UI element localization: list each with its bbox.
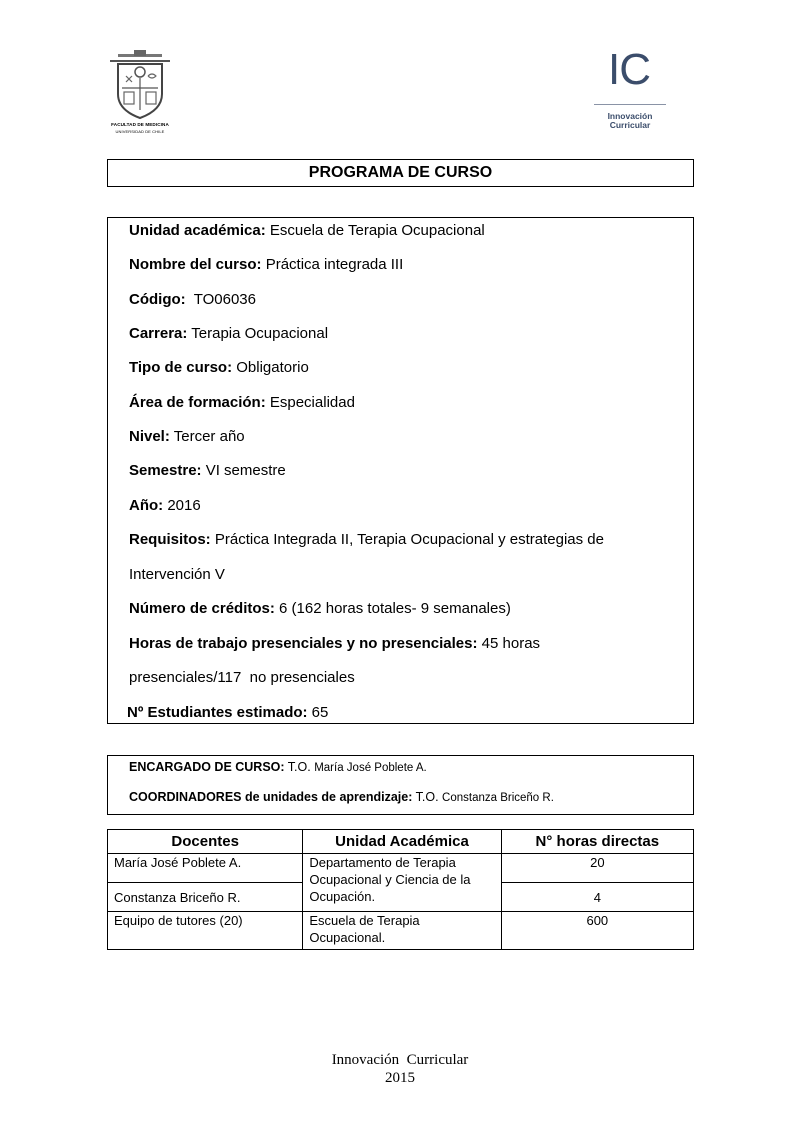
info-unidad-academica <box>129 221 485 241</box>
cell-horas: 4 <box>501 883 693 912</box>
footer-line-1: Innovación Curricular <box>331 1052 469 1068</box>
table-header-row <box>108 830 694 854</box>
encargado-prefix: T.O. <box>284 760 315 774</box>
university-logo-caption: UNIVERSIDAD DE CHILE <box>115 129 165 134</box>
info-label: Código: <box>129 291 186 308</box>
cell-unidad: Departamento de Terapia Ocupacional y Ciencia de la Ocupación. <box>303 854 501 912</box>
coordinadores-line <box>129 789 554 806</box>
info-value: TO06036 <box>185 291 256 308</box>
ic-logo <box>594 45 666 134</box>
info-value: Práctica integrada III <box>261 256 404 273</box>
info-value: Terapia Ocupacional <box>187 325 329 342</box>
ic-logo-rule <box>594 104 666 105</box>
info-value: 2016 <box>163 497 201 514</box>
encargado-name: María José Poblete A. <box>314 762 427 774</box>
info-requisitos-continuation: Intervención V <box>129 566 225 583</box>
cell-horas: 20 <box>501 854 693 883</box>
info-label: Semestre: <box>129 462 202 479</box>
cell-unidad: Escuela de Terapia Ocupacional. <box>303 912 501 950</box>
info-value: Tercer año <box>169 428 245 445</box>
info-estudiantes <box>127 703 328 723</box>
info-label: Número de créditos: <box>129 600 275 617</box>
info-nombre-curso <box>129 255 403 275</box>
table-row <box>108 912 694 950</box>
info-ano <box>129 496 201 516</box>
info-carrera <box>129 324 328 344</box>
column-header-horas: N° horas directas <box>501 830 693 854</box>
info-label: Nombre del curso: <box>129 256 262 273</box>
info-value: VI semestre <box>201 462 286 479</box>
faculty-shield-icon <box>108 50 172 120</box>
info-value: Obligatorio <box>232 359 309 376</box>
docentes-table <box>107 829 694 950</box>
cell-docente: María José Poblete A. <box>108 854 303 883</box>
info-value: 65 <box>307 704 329 721</box>
encargado-box <box>107 755 694 815</box>
info-value: Práctica Integrada II, Terapia Ocupacional y estrategias de <box>210 531 604 548</box>
info-label: Nº Estudiantes estimado: <box>127 704 308 721</box>
info-label: Unidad académica: <box>129 222 266 239</box>
info-area-formacion <box>129 393 355 413</box>
encargado-label: ENCARGADO DE CURSO: <box>129 760 285 774</box>
course-info-box <box>107 217 694 724</box>
info-horas-continuation: presenciales/117 no presenciales <box>129 669 355 686</box>
info-creditos <box>129 599 511 619</box>
coordinadores-label: COORDINADORES de unidades de aprendizaje: <box>129 790 413 804</box>
ic-logo-mark: IC <box>608 45 650 94</box>
ic-logo-line-1: Innovación <box>607 111 653 121</box>
info-requisitos <box>129 530 604 550</box>
info-label: Carrera: <box>129 325 188 342</box>
column-header-docentes: Docentes <box>108 830 303 854</box>
info-label: Requisitos: <box>129 531 211 548</box>
info-semestre <box>129 461 286 481</box>
info-label: Año: <box>129 497 164 514</box>
info-label: Horas de trabajo presenciales y no presenciales: <box>129 635 478 652</box>
cell-docente: Equipo de tutores (20) <box>108 912 303 950</box>
info-value: Escuela de Terapia Ocupacional <box>265 222 485 239</box>
coordinadores-name: Constanza Briceño R. <box>442 792 554 804</box>
footer-line-2: 2015 <box>385 1070 415 1086</box>
info-value: 45 horas <box>477 635 541 652</box>
info-label: Tipo de curso: <box>129 359 233 376</box>
ic-logo-line-2: Curricular <box>609 120 651 130</box>
info-value: 6 (162 horas totales- 9 semanales) <box>274 600 511 617</box>
table-row <box>108 854 694 883</box>
encargado-line <box>129 759 427 776</box>
info-horas <box>129 634 540 654</box>
info-codigo <box>129 290 256 310</box>
cell-docente: Constanza Briceño R. <box>108 883 303 912</box>
page-title: PROGRAMA DE CURSO <box>107 159 694 187</box>
info-label: Área de formación: <box>129 394 266 411</box>
info-value: Especialidad <box>265 394 355 411</box>
info-tipo-curso <box>129 358 309 378</box>
cell-horas: 600 <box>501 912 693 950</box>
faculty-logo-caption: FACULTAD DE MEDICINA <box>111 122 169 127</box>
info-nivel <box>129 427 245 447</box>
coordinadores-prefix: T.O. <box>412 790 443 804</box>
faculty-logo <box>108 50 172 142</box>
info-label: Nivel: <box>129 428 170 445</box>
column-header-unidad: Unidad Académica <box>303 830 501 854</box>
